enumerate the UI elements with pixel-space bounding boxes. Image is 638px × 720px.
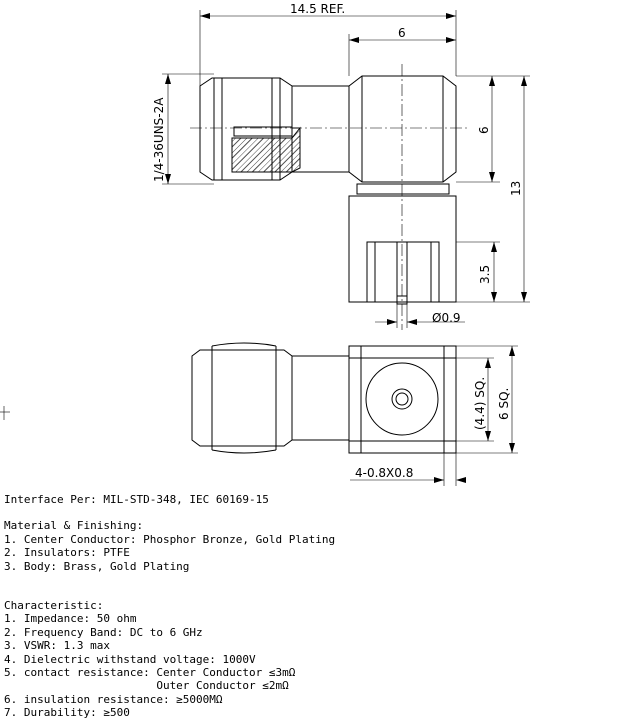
dim-thread: 1/4-36UNS-2A [152,97,166,182]
interface-line: Interface Per: MIL-STD-348, IEC 60169-15 [4,493,269,506]
material-item: 2. Insulators: PTFE [4,546,130,560]
side-view [152,2,530,330]
characteristic-item: 4. Dielectric withstand voltage: 1000V [4,652,256,666]
dim-pin-length: 3.5 [478,264,492,284]
dim-outer-sq: 6 SQ. [497,387,511,420]
dim-inner-sq: (4.4) SQ. [473,376,487,430]
top-view [0,343,518,486]
dim-total-height: 13 [509,180,523,196]
characteristic-item: 5. contact resistance: Center Conductor ≤3mΩ [4,666,296,680]
characteristic-item: 1. Impedance: 50 ohm [4,612,137,626]
dim-overall: 14.5 REF. [290,2,346,16]
dim-body-height: 6 [477,126,491,134]
specification-notes [4,493,634,720]
material-item: 3. Body: Brass, Gold Plating [4,559,190,573]
characteristic-item: Outer Conductor ≤2mΩ [4,679,289,693]
dim-body-width: 6 [398,26,406,40]
characteristic-item: 2. Frequency Band: DC to 6 GHz [4,625,203,639]
characteristic-item: 6. insulation resistance: ≥5000MΩ [4,692,223,706]
characteristic-title: Characteristic: [4,599,104,613]
dim-pins: 4-0.8X0.8 [355,466,414,480]
material-title: Material & Finishing: [4,519,144,533]
characteristic-item: 3. VSWR: 1.3 max [4,639,110,653]
material-item: 1. Center Conductor: Phosphor Bronze, Gold Plating [4,532,336,546]
dim-pin-dia: Ø0.9 [432,311,461,325]
characteristic-item: 7. Durability: ≥500 [4,706,130,720]
